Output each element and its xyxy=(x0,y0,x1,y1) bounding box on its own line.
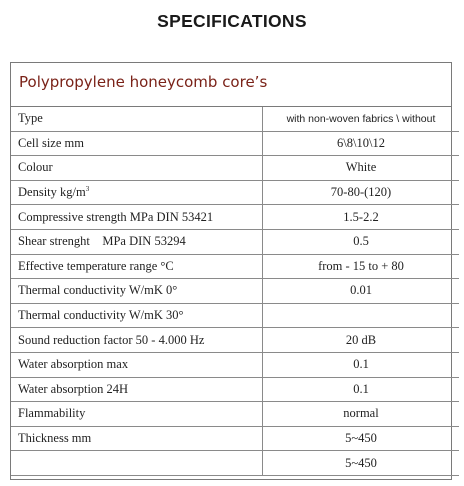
value-cell: 1.5-2.2 xyxy=(263,205,460,230)
value-cell: 20 dB xyxy=(263,328,460,353)
page-title: SPECIFICATIONS xyxy=(157,11,307,31)
value-cell: 5~450 xyxy=(263,451,460,476)
property-cell: Flammability xyxy=(11,402,263,427)
table-row xyxy=(11,279,459,304)
table-row xyxy=(11,426,459,451)
table-row xyxy=(11,402,459,427)
property-cell: Type xyxy=(11,107,263,131)
value-cell: 5~450 xyxy=(263,426,460,451)
value-cell: normal xyxy=(263,402,460,427)
table-row xyxy=(11,303,459,328)
table-row xyxy=(11,107,459,131)
table-row xyxy=(11,254,459,279)
table-row xyxy=(11,205,459,230)
property-cell: Shear strenght MPa DIN 53294 xyxy=(11,229,263,254)
value-cell: 0.5 xyxy=(263,229,460,254)
property-cell: Thermal conductivity W/mK 30° xyxy=(11,303,263,328)
value-cell: 0.01 xyxy=(263,279,460,304)
value-cell: 70-80-(120) xyxy=(263,180,460,205)
table-row xyxy=(11,328,459,353)
table-row xyxy=(11,131,459,156)
property-cell: Water absorption max xyxy=(11,352,263,377)
specifications-box xyxy=(10,62,452,480)
table-row xyxy=(11,156,459,181)
property-cell: Compressive strength MPa DIN 53421 xyxy=(11,205,263,230)
property-cell: Thickness mm xyxy=(11,426,263,451)
unit-superscript: 3 xyxy=(85,184,90,193)
value-cell: 6\8\10\12 xyxy=(263,131,460,156)
specifications-table xyxy=(11,107,459,476)
property-cell xyxy=(11,180,263,205)
value-cell: 0.1 xyxy=(263,377,460,402)
table-row xyxy=(11,180,459,205)
table-row xyxy=(11,377,459,402)
table-row xyxy=(11,352,459,377)
table-row xyxy=(11,229,459,254)
value-cell: with non-woven fabrics \ without xyxy=(263,107,460,131)
property-label: Density kg/m xyxy=(18,185,86,200)
property-cell: Effective temperature range °C xyxy=(11,254,263,279)
property-cell: Cell size mm xyxy=(11,131,263,156)
value-cell xyxy=(263,303,460,328)
table-row xyxy=(11,451,459,476)
property-cell xyxy=(11,451,263,476)
value-cell: White xyxy=(263,156,460,181)
property-cell: Sound reduction factor 50 - 4.000 Hz xyxy=(11,328,263,353)
value-cell: from - 15 to + 80 xyxy=(263,254,460,279)
property-cell: Thermal conductivity W/mK 0° xyxy=(11,279,263,304)
property-cell: Colour xyxy=(11,156,263,181)
table-title: Polypropylene honeycomb core’s xyxy=(11,63,451,107)
property-cell: Water absorption 24H xyxy=(11,377,263,402)
value-cell: 0.1 xyxy=(263,352,460,377)
